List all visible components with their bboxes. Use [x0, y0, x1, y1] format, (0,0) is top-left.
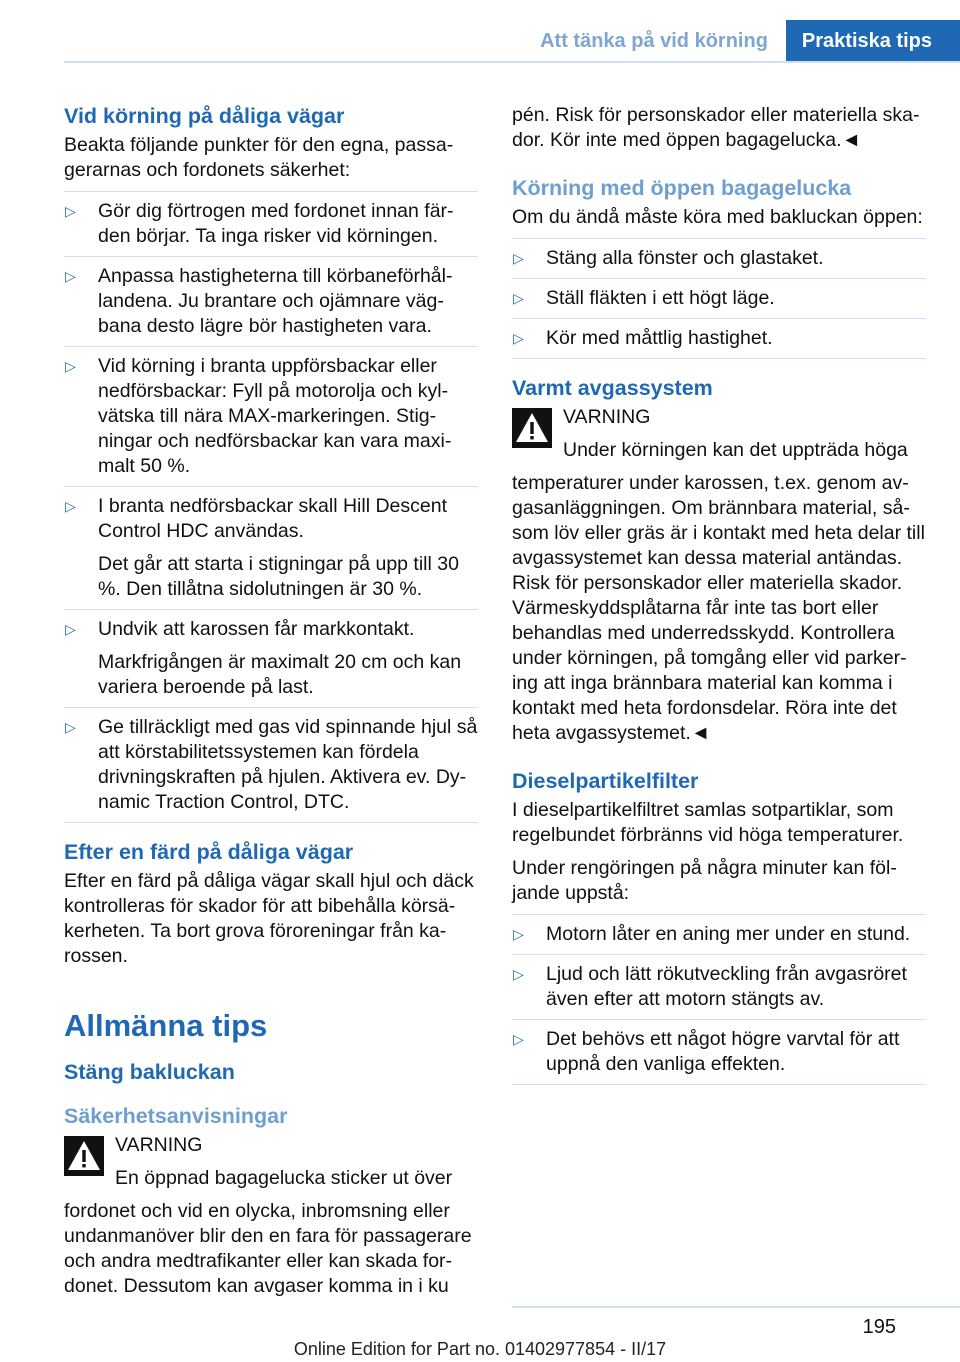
heading-driving-open-tailgate: Körning med öppen bagagelucka [512, 176, 852, 200]
bullet-triangle-icon: ▷ [513, 1031, 524, 1047]
warning-block-tailgate [64, 1133, 478, 1191]
list-item: ▷ Ge tillräckligt med gas vid spinnande hjul så att körstabilitetssystemen kan fördela drivningskraften på hjulen. Aktivera ev. Dynamic Traction Control, DTC. [64, 708, 478, 823]
heading-general-tips: Allmänna tips [64, 1008, 268, 1043]
heading-safety-notes: Säkerhetsanvisningar [64, 1104, 288, 1128]
warning-text-tailgate: fordonet och vid en olycka, inbromsning eller undanmanöver blir den en fara för passagerare och andra medtrafikanter eller kan skada fordonet. Dessutom kan avgaser komma in i ku [64, 1200, 472, 1297]
list-item: ▷ Motorn låter en aning mer under en stund. [512, 914, 926, 955]
bullet-triangle-icon: ▷ [65, 498, 76, 514]
intro-open-tailgate: Om du ändå måste köra med bakluckan öppen: [512, 206, 923, 228]
list-item: ▷ Det behövs ett något högre varvtal för att uppnå den vanliga effekten. [512, 1020, 926, 1085]
edition-footer: Online Edition for Part no. 01402977854 - II/17 [293, 1339, 667, 1359]
page-number: 195 [862, 1316, 896, 1338]
warning-label: VARNING [115, 1134, 203, 1156]
bullet-triangle-icon: ▷ [513, 330, 524, 346]
intro-bad-roads: Beakta följande punkter för den egna, passagerarnas och fordonets säkerhet: [64, 134, 454, 181]
heading-after-bad-roads: Efter en färd på dåliga vägar [64, 840, 354, 864]
list-item: ▷ Anpassa hastigheterna till körbaneförhållandena. Ju brantare och ojämnare vägbana desto lägre bör hastigheten vara. [64, 257, 478, 347]
list-item: ▷ Ställ fläkten i ett högt läge. [512, 279, 926, 319]
paragraph-dpf-1: I dieselpartikelfiltret samlas sotpartiklar, som regelbundet förbränns vid höga temperaturer. [512, 799, 904, 846]
bullet-triangle-icon: ▷ [65, 268, 76, 284]
bullet-triangle-icon: ▷ [513, 966, 524, 982]
bullet-triangle-icon: ▷ [65, 203, 76, 219]
bullet-triangle-icon: ▷ [513, 926, 524, 942]
list-item: ▷ Kör med måttlig hastighet. [512, 319, 926, 359]
heading-bad-roads: Vid körning på dåliga vägar [64, 104, 345, 128]
bullet-triangle-icon: ▷ [65, 621, 76, 637]
warning-block-exhaust [512, 405, 926, 463]
list-item: ▷ Undvik att karossen får markkontakt. Markfrigången är maximalt 20 cm och kan variera beroende på last. [64, 610, 478, 708]
bullet-list-open-tailgate [512, 238, 926, 359]
page-header [522, 20, 960, 62]
warning-text-exhaust: temperaturer under karossen, t.ex. genom avgasanläggningen. Om brännbara material, såsom löv eller gräs är i kontakt med heta delar till avgassystemet kan dessa material antändas. Risk för personskador eller materiella skador. Värmeskyddsplåtarna får inte tas bort eller behandlas med underredsskydd. Kontrollera under körningen, på tomgång eller vid parkering att inga brännbara material kan komma i kontakt med heta fordonsdelar. Röra inte det heta avgassystemet.◄ [512, 472, 925, 744]
header-divider [64, 61, 960, 63]
warning-first-line: En öppnad bagagelucka sticker ut över [115, 1167, 453, 1189]
warning-continuation: pén. Risk för personskador eller materiella skador. Kör inte med öppen bagagelucka.◄ [512, 104, 920, 151]
heading-hot-exhaust: Varmt avgassystem [512, 376, 713, 400]
bullet-triangle-icon: ▷ [65, 719, 76, 735]
paragraph-after-bad-roads: Efter en färd på dåliga vägar skall hjul och däck kontrolleras för skador för att bibehålla körsäkerheten. Ta bort grova föroreningar från karossen. [64, 870, 474, 967]
header-section-title: Att tänka på vid körning [540, 29, 768, 52]
bullet-list-dpf [512, 914, 926, 1085]
list-item: ▷ Gör dig förtrogen med fordonet innan färden börjar. Ta inga risker vid körningen. [64, 191, 478, 257]
bullet-triangle-icon: ▷ [513, 290, 524, 306]
heading-diesel-particulate-filter: Dieselpartikelfilter [512, 769, 699, 793]
left-column [64, 103, 478, 1307]
footer-divider [512, 1306, 960, 1308]
right-column [512, 103, 926, 1101]
list-item: ▷ Vid körning i branta uppförsbackar eller nedförsbackar: Fyll på motorolja och kylvätska till nära MAX-markeringen. Stigningar och nedförsbackar kan vara maximalt 50 %. [64, 347, 478, 487]
paragraph-dpf-2: Under rengöringen på några minuter kan följande uppstå: [512, 857, 897, 904]
warning-triangle-icon [512, 408, 552, 448]
bullet-triangle-icon: ▷ [513, 250, 524, 266]
warning-first-line: Under körningen kan det uppträda höga [563, 439, 908, 461]
heading-close-tailgate: Stäng bakluckan [64, 1060, 235, 1084]
bullet-list-bad-roads [64, 191, 478, 823]
header-chapter-tab: Praktiska tips [786, 20, 960, 62]
list-item: ▷ I branta nedförsbackar skall Hill Descent Control HDC användas. Det går att starta i stigningar på upp till 30 %. Den tillåtna sidolutningen är 30 %. [64, 487, 478, 610]
warning-label: VARNING [563, 406, 651, 428]
list-item: ▷ Stäng alla fönster och glastaket. [512, 238, 926, 279]
list-item: ▷ Ljud och lätt rökutveckling från avgasröret även efter att motorn stängts av. [512, 955, 926, 1020]
warning-triangle-icon [64, 1136, 104, 1176]
bullet-triangle-icon: ▷ [65, 358, 76, 374]
